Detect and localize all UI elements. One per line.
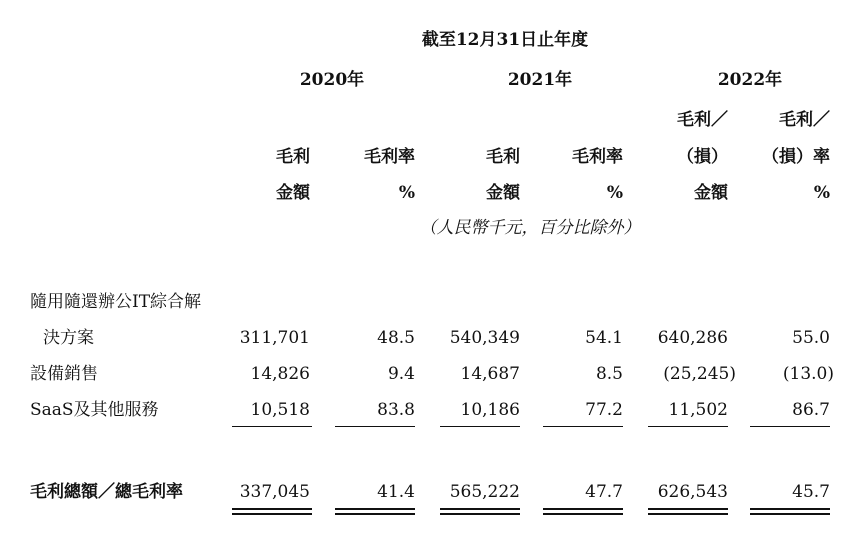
table-cell: (13.0) (782, 364, 834, 384)
subtotal-rule (543, 426, 623, 427)
col-2020-gpm-line2: % (398, 183, 415, 203)
subtotal-rule (648, 426, 728, 427)
subtotal-rule (232, 426, 312, 427)
row-label-line1: 隨用隨還辦公IT綜合解 (30, 292, 202, 312)
total-label: 毛利總額／總毛利率 (30, 482, 183, 502)
col-2020-gpm-line1: 毛利率 (364, 147, 415, 167)
col-2022-gpm-line3: % (813, 183, 830, 203)
table-cell: 540,349 (449, 328, 520, 348)
col-2022-gp-line3: 金額 (694, 183, 728, 203)
col-2022-gpm-line2: （損）率 (762, 147, 830, 167)
table-cell: 48.5 (377, 328, 415, 348)
table-cell: 14,687 (460, 364, 520, 384)
total-double-rule (232, 508, 312, 515)
year-2022-header: 2022年 (717, 70, 783, 90)
total-double-rule (543, 508, 623, 515)
table-cell: 55.0 (792, 328, 830, 348)
row-label: SaaS及其他服務 (30, 400, 159, 420)
total-cell: 337,045 (239, 482, 310, 502)
col-2022-gp-line2: （損） (677, 147, 728, 167)
table-cell: 86.7 (792, 400, 830, 420)
total-double-rule (750, 508, 830, 515)
total-double-rule (440, 508, 520, 515)
period-header: 截至12月31日止年度 (421, 30, 589, 50)
subtotal-rule (440, 426, 520, 427)
col-2021-gpm-line2: % (606, 183, 623, 203)
subtotal-rule (750, 426, 830, 427)
total-cell: 41.4 (377, 482, 415, 502)
table-cell: 10,518 (250, 400, 310, 420)
total-double-rule (335, 508, 415, 515)
table-cell: 77.2 (585, 400, 623, 420)
subtotal-rule (335, 426, 415, 427)
total-cell: 47.7 (585, 482, 623, 502)
table-cell: 14,826 (250, 364, 310, 384)
col-2021-gpm-line1: 毛利率 (572, 147, 623, 167)
total-cell: 45.7 (792, 482, 830, 502)
col-2020-gp-line2: 金額 (276, 183, 310, 203)
table-cell: 10,186 (460, 400, 520, 420)
total-cell: 626,543 (657, 482, 728, 502)
table-cell: 83.8 (377, 400, 415, 420)
total-double-rule (648, 508, 728, 515)
col-2022-gp-line1: 毛利／ (677, 110, 728, 130)
table-cell: (25,245) (663, 364, 736, 384)
total-cell: 565,222 (449, 482, 520, 502)
col-2022-gpm-line1: 毛利／ (779, 110, 830, 130)
table-cell: 640,286 (657, 328, 728, 348)
table-cell: 54.1 (585, 328, 623, 348)
unit-note: （人民幣千元，百分比除外） (419, 218, 641, 238)
year-2020-header: 2020年 (299, 70, 365, 90)
table-cell: 311,701 (239, 328, 310, 348)
year-2021-header: 2021年 (507, 70, 573, 90)
table-cell: 8.5 (595, 364, 623, 384)
col-2021-gp-line1: 毛利 (486, 147, 520, 167)
col-2020-gp-line1: 毛利 (276, 147, 310, 167)
col-2021-gp-line2: 金額 (486, 183, 520, 203)
row-label-line2: 決方案 (43, 328, 94, 348)
row-label: 設備銷售 (30, 364, 98, 384)
table-cell: 9.4 (387, 364, 415, 384)
table-cell: 11,502 (668, 400, 728, 420)
